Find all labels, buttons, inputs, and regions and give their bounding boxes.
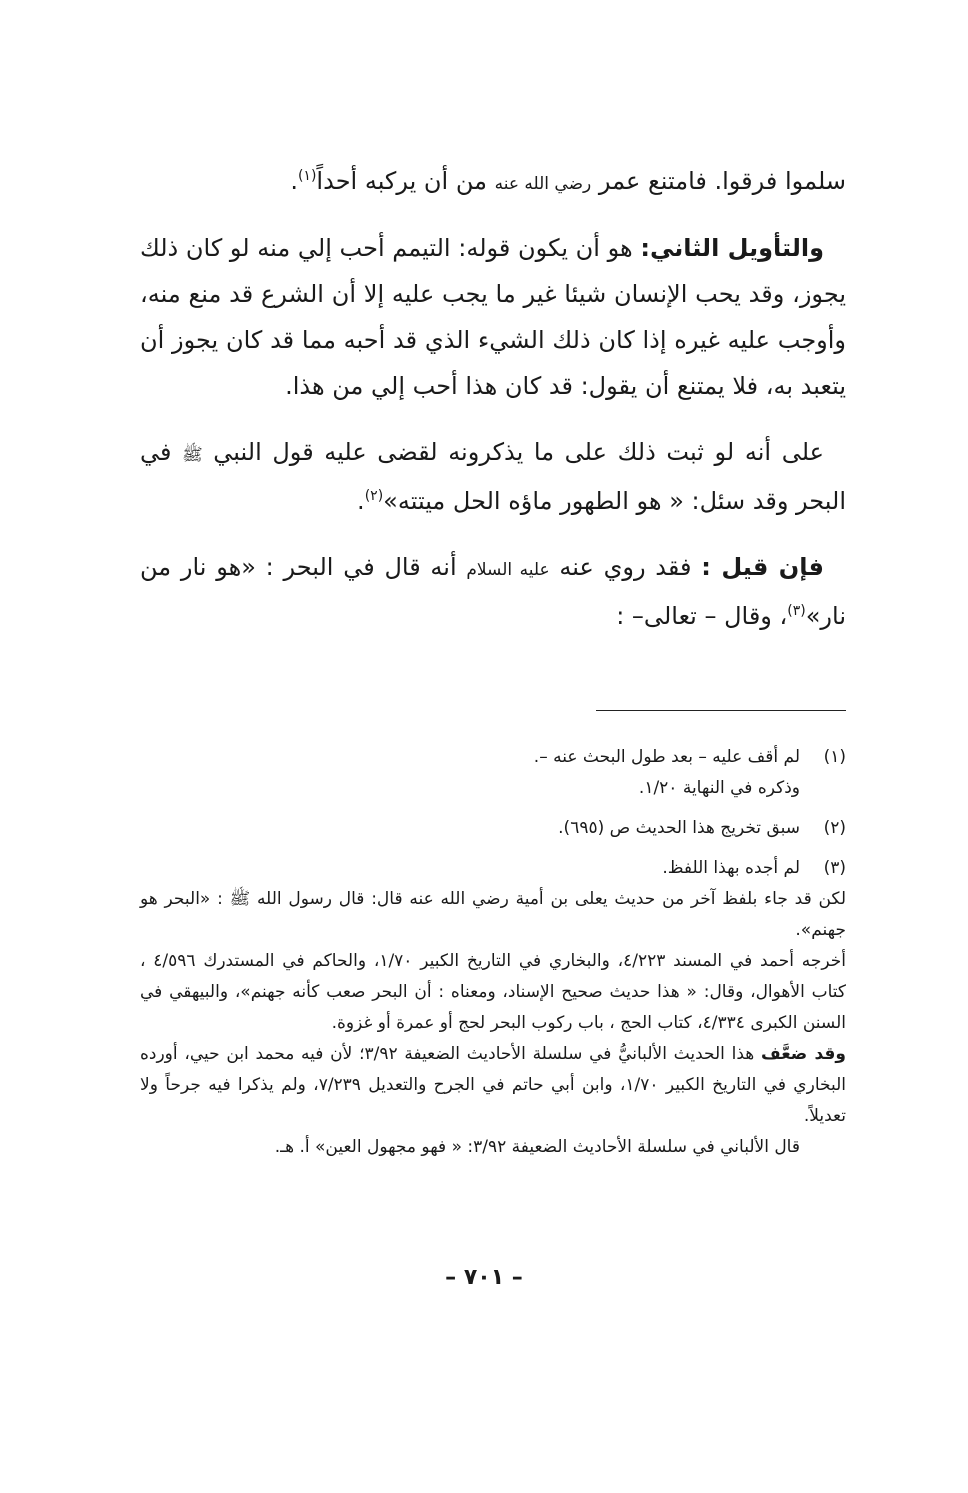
paragraph-4 <box>140 544 846 639</box>
footnote-3 <box>140 853 846 1163</box>
footnote-line: لم أجده بهذا اللفظ. <box>662 858 800 878</box>
p3-text: على أنه لو ثبت ذلك على ما يذكرونه لقضى عليه قول النبي <box>213 438 824 466</box>
footnote-line: لم أقف عليه – بعد طول البحث عنه –. <box>533 747 800 767</box>
footnote-3-continuation <box>140 884 846 1163</box>
footnote-line <box>140 1039 846 1132</box>
footnote-ref-2[interactable]: (٢) <box>364 488 384 504</box>
paragraph-2 <box>140 225 846 409</box>
p2-label: والتأويل الثاني: <box>640 234 824 262</box>
paragraph-3 <box>140 429 846 524</box>
footnote-line: أخرجه أحمد في المسند ٤/٢٢٣، والبخاري في التاريخ الكبير ١/٧٠، والحاكم في المستدرك ٤/٥٩٦ ، كتاب الأهوال، وقال: « هذا حديث صحيح الإسناد، ومعناه : أن البحر صعب كأنه جهنم»، والبيهقي في السنن الكبرى ٤/٣٣٤، كتاب الحج ، باب ركوب البحر لحج أو عمرة أو غزوة. <box>140 951 846 1033</box>
footnote-ref-3[interactable]: (٣) <box>787 603 806 619</box>
p4-text3: ، وقال – تعالى– : <box>616 602 788 630</box>
honorific-glyph: عليه السلام <box>466 560 550 580</box>
honorific-glyph: ﷺ <box>182 445 203 465</box>
honorific-glyph: رضي الله عنه <box>494 174 592 194</box>
p1-text: سلموا فرقوا. فامتنع عمر <box>598 167 846 195</box>
footnote-line: سبق تخريج هذا الحديث ص (٦٩٥). <box>558 818 800 838</box>
footnote-ref-1[interactable]: (١) <box>297 168 317 184</box>
p4-text: فقد روي عنه <box>559 553 692 581</box>
footnote-line: وذكره في النهاية ١/٢٠. <box>638 778 800 798</box>
footnote-body <box>140 813 800 844</box>
footnote-line: لكن قد جاء بلفظ آخر من حديث يعلى بن أمية رضي الله عنه قال: قال رسول الله ﷺ : «البحر هو جهنم». <box>140 889 846 940</box>
footnote-line: قال الألباني في سلسلة الأحاديث الضعيفة ٣/٩٢: « فهو مجهول العين» أ. هـ. <box>274 1137 800 1157</box>
main-text <box>140 158 846 659</box>
p1-text2: من أن يركبه أحداً <box>316 167 487 195</box>
footnote-number: (٢) <box>823 818 846 838</box>
p4-label: فإن قيل : <box>701 553 824 581</box>
p3-end: . <box>357 487 365 515</box>
footnote-divider <box>596 710 846 711</box>
p3-text2: في البحر وقد سئل: « هو الطهور ماؤه الحل ميتته» <box>140 438 846 515</box>
footnote-bold-phrase: وقد ضعَّف <box>760 1044 846 1064</box>
page-number: – ٧٠١ – <box>445 1265 523 1290</box>
footnote-number: (٣) <box>823 858 846 878</box>
footnote-line-text: هذا الحديث الألبانيُّ في سلسلة الأحاديث الضعيفة ٣/٩٢؛ لأن فيه محمد ابن حيي، أورده البخاري في التاريخ الكبير ١/٧٠، وابن أبي حاتم في الجرح والتعديل ٧/٢٣٩، ولم يذكرا فيه جرحاً ولا تعديلاً. <box>140 1044 847 1126</box>
footnote-1 <box>140 742 846 804</box>
footnote-number: (١) <box>823 747 846 767</box>
footnote-body <box>140 742 800 804</box>
p4-text2: أنه قال في البحر : «هو نار من نار» <box>140 553 846 630</box>
footnotes <box>140 742 846 1172</box>
paragraph-1 <box>140 158 846 207</box>
footnote-2 <box>140 813 846 844</box>
footnote-body <box>140 853 800 884</box>
p2-text: هو أن يكون قوله: التيمم أحب إلي منه لو كان ذلك يجوز، وقد يحب الإنسان شيئا غير ما يجب عليه إلا أن الشرع قد منع منه، وأوجب عليه غيره إذا كان ذلك الشيء الذي قد أحبه مما قد كان يجوز أن يتعبد به، فلا يمتنع أن يقول: قد كان هذا أحب إلي من هذا. <box>140 234 846 400</box>
p1-end: . <box>290 167 298 195</box>
